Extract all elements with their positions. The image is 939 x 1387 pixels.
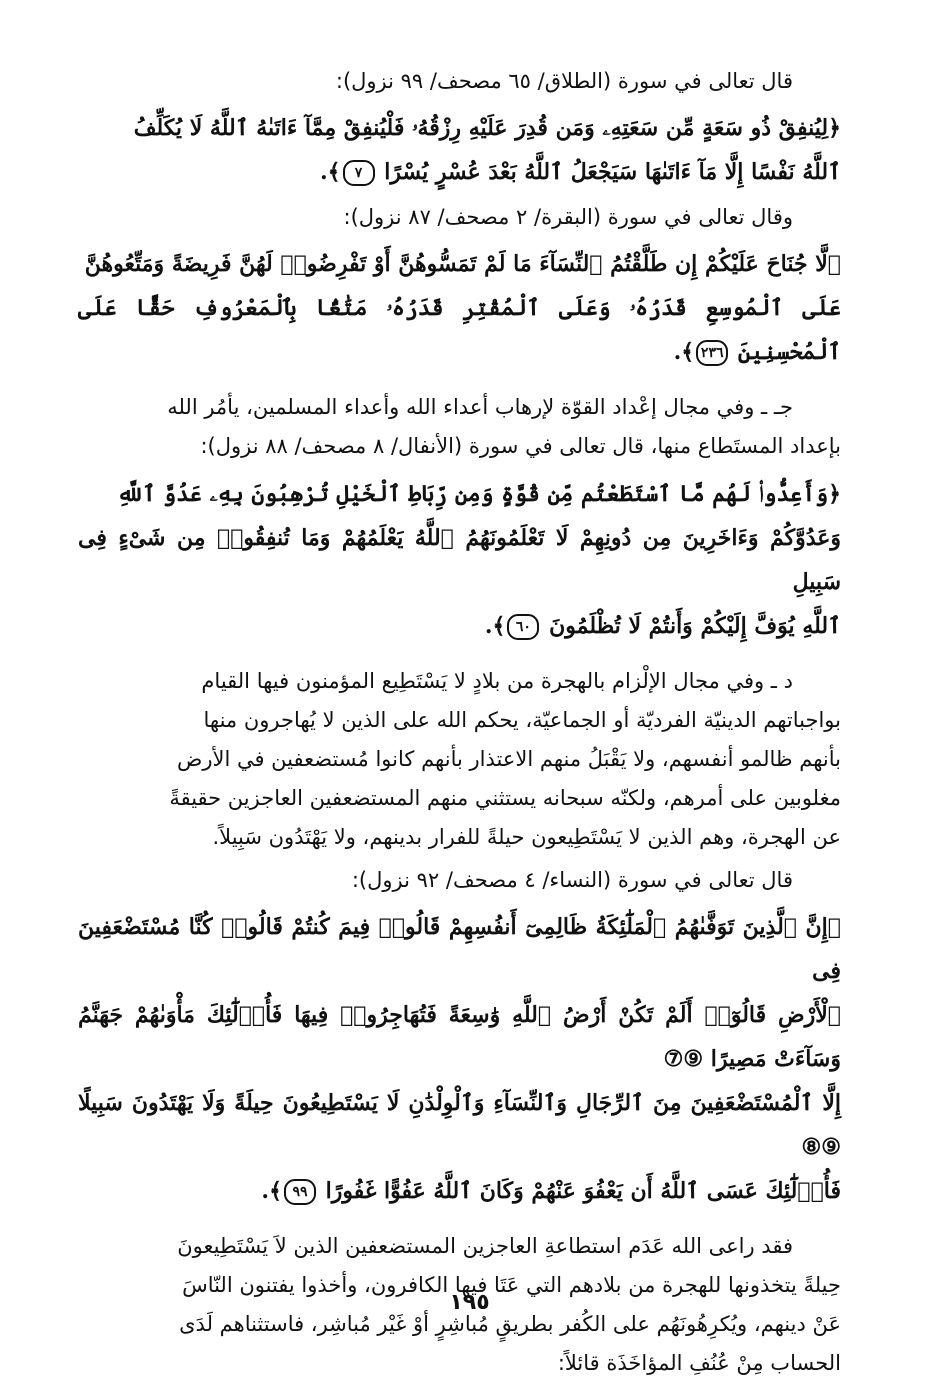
paragraph-line: د ـ وفي مجال الإلْزام بالهجرة من بلادٍ لا يَسْتَطِيع المؤمنون فيها القيام bbox=[201, 669, 793, 693]
verse-text: ٱلْأَرْضِ قَالُوٓا۟ أَلَمْ تَكُنْ أَرْضُ ٱللَّهِ وَٰسِعَةً فَتُهَاجِرُوا۟ فِيهَا فَأُو۟لَٰٓئِكَ مَأْوَىٰهُمْ جَهَنَّمُ وَسَآءَتْ مَصِيرًا ⑨⑦ bbox=[78, 1002, 841, 1072]
paragraph-line: بأنهم ظالمو أنفسهم، ولا يَقْبَلُ منهم الاعتذار بأنهم كانوا مُستضعفين في الأرض bbox=[176, 747, 841, 771]
paragraph bbox=[78, 662, 841, 857]
verse-line bbox=[78, 286, 841, 374]
verse-text: ﴿لِيُنفِقْ ذُو سَعَةٍ مِّن سَعَتِهِۦ وَمَن قُدِرَ عَلَيْهِ رِزْقُهُۥ فَلْيُنفِقْ مِمَّآ ءَاتَىٰهُ ٱللَّهُ لَا يُكَلِّفُ bbox=[133, 115, 841, 141]
verse-text: ﴿لَّا جُنَاحَ عَلَيْكُمْ إِن طَلَّقْتُمُ ٱلنِّسَآءَ مَا لَمْ تَمَسُّوهُنَّ أَوْ تَفْرِضُوا۟ لَهُنَّ فَرِيضَةً وَمَتِّعُوهُنَّ bbox=[84, 251, 841, 277]
verse-text: عَلَى ٱلْمُوسِعِ قَدَرُهُۥ وَعَلَى ٱلْمُقْتِرِ قَدَرُهُۥ مَتَٰعًۢا بِٱلْمَعْرُوفِ حَقًّا عَلَى ٱلْمُحْسِنِينَ bbox=[78, 295, 841, 365]
paragraph-line: عن الهجرة، وهم الذين لا يَسْتَطِيعون حيلةً للفرار بدينهم، ولا يَهْتَدُون سَبِيلاً. bbox=[212, 825, 841, 849]
ayah-number-icon: ٢٣٦ bbox=[696, 340, 728, 366]
surah-reference: قال تعالى في سورة (النساء/ ٤ مصحف/ ٩٢ نزول): bbox=[351, 868, 793, 892]
paragraph bbox=[78, 388, 841, 466]
page-number: ١٩٥ bbox=[449, 1290, 490, 1315]
verse-line bbox=[78, 1169, 841, 1213]
verse-text: ٱللَّهُ نَفْسًا إِلَّا مَآ ءَاتَىٰهَا سَيَجْعَلُ ٱللَّهُ بَعْدَ عُسْرٍ يُسْرًا bbox=[384, 159, 841, 185]
quran-verse bbox=[78, 106, 841, 194]
quran-verse bbox=[78, 472, 841, 648]
verse-line bbox=[78, 993, 841, 1081]
verse-line bbox=[78, 150, 841, 194]
ayah-number-icon: ٦٠ bbox=[507, 614, 539, 640]
paragraph-line: عَنْ دينهم، ويُكرِهُونَهُم على الكُفر بطريقٍ مُباشِرٍ أوْ غَيْر مُباشِر، فاستثناهم لَدَى bbox=[179, 1312, 841, 1336]
verse-close: ﴾. bbox=[319, 159, 341, 185]
verse-line bbox=[78, 472, 841, 516]
verse-line bbox=[78, 604, 841, 648]
paragraph-line: بإعداد المستَطاع منها، قال تعالى في سورة (الأنفال/ ٨ مصحف/ ٨٨ نزول): bbox=[200, 434, 841, 458]
verse-text: فَأُو۟لَٰٓئِكَ عَسَى ٱللَّهُ أَن يَعْفُوَ عَنْهُمْ وَكَانَ ٱللَّهُ عَفُوًّا غَفُورًا bbox=[325, 1178, 841, 1204]
verse-text: ٱللَّهِ يُوَفَّ إِلَيْكُمْ وَأَنتُمْ لَا تُظْلَمُونَ bbox=[549, 613, 841, 639]
verse-text: ﴿وَأَعِدُّوا۟ لَهُم مَّا ٱسْتَطَعْتُم مِّن قُوَّةٍ وَمِن رِّبَاطِ ٱلْخَيْلِ تُرْهِبُونَ بِهِۦ عَدُوَّ ٱللَّهِ bbox=[116, 481, 841, 507]
verse-line bbox=[78, 516, 841, 604]
surah-reference: قال تعالى في سورة (الطلاق/ ٦٥ مصحف/ ٩٩ نزول): bbox=[335, 69, 793, 93]
paragraph-line: الحساب مِنْ عُنُفِ المؤاخَذَة قائلاً: bbox=[557, 1351, 841, 1375]
verse-text: ﴿إِنَّ ٱلَّذِينَ تَوَفَّىٰهُمُ ٱلْمَلَٰٓئِكَةُ ظَالِمِىٓ أَنفُسِهِمْ قَالُوا۟ فِيمَ كُنتُمْ قَالُوا۟ كُنَّا مُسْتَضْعَفِينَ فِى bbox=[78, 914, 841, 984]
paragraph-line: مغلوبين على أمرهم، ولكنّه سبحانه يستثني منهم المستضعفين العاجزين حقيقةً bbox=[169, 786, 841, 810]
page-body bbox=[78, 62, 841, 1387]
verse-text: وَعَدُوَّكُمْ وَءَاخَرِينَ مِن دُونِهِمْ لَا تَعْلَمُونَهُمُ ٱللَّهُ يَعْلَمُهُمْ وَمَا تُنفِقُوا۟ مِن شَىْءٍ فِى سَبِيلِ bbox=[78, 525, 841, 595]
paragraph-line: حِيلةً يتخذونها للهجرة من بلادهم التي عَتَا فيها الكافرون، وأخذوا يفتنون النّاسَ bbox=[182, 1273, 841, 1297]
paragraph-line: جـ ـ وفي مجال إعْداد القوّة لإرهاب أعداء الله وأعداء المسلمين، يأمُر الله bbox=[167, 395, 793, 419]
verse-close: ﴾. bbox=[484, 613, 506, 639]
verse-line bbox=[78, 1081, 841, 1169]
verse-text: إِلَّا ٱلْمُسْتَضْعَفِينَ مِنَ ٱلرِّجَالِ وَٱلنِّسَآءِ وَٱلْوِلْدَٰنِ لَا يَسْتَطِيعُونَ حِيلَةً وَلَا يَهْتَدُونَ سَبِيلًا ⑨⑧ bbox=[78, 1090, 841, 1160]
ayah-number-icon: ٩٩ bbox=[284, 1179, 316, 1205]
quran-verse bbox=[78, 905, 841, 1213]
surah-reference: وقال تعالى في سورة (البقرة/ ٢ مصحف/ ٨٧ نزول): bbox=[343, 205, 793, 229]
verse-close: ﴾. bbox=[261, 1178, 282, 1204]
quran-verse bbox=[78, 242, 841, 374]
paragraph-line: بواجباتهم الدينيّة الفرديّة أو الجماعيّة، يحكم الله على الذين لا يُهاجرون منها bbox=[203, 708, 841, 732]
verse-line bbox=[78, 905, 841, 993]
verse-line bbox=[78, 106, 841, 150]
verse-close: ﴾. bbox=[673, 339, 695, 365]
paragraph-line: فقد راعى الله عَدَم استطاعةِ العاجزين المستضعفين الذين لاَ يَسْتَطِيعونَ bbox=[177, 1234, 793, 1258]
ayah-number-icon: ٧ bbox=[343, 160, 375, 186]
verse-line bbox=[78, 242, 841, 286]
